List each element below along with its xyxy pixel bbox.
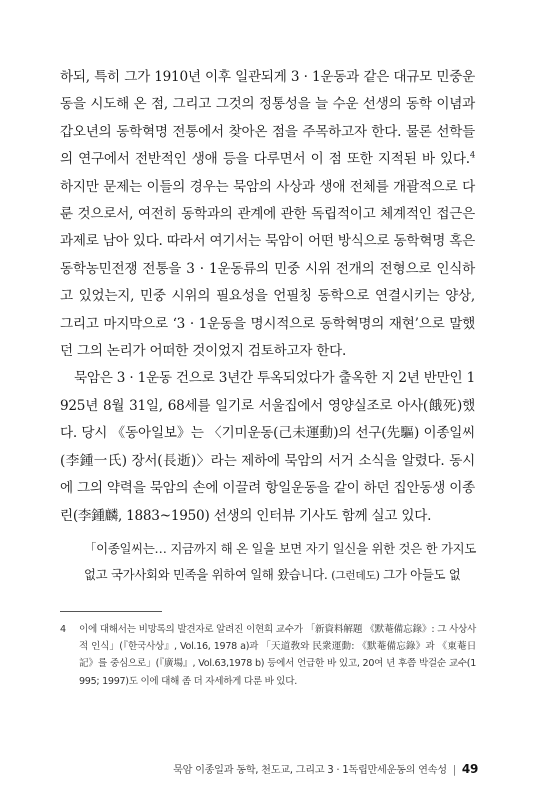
footnote-number: 4 bbox=[60, 624, 66, 635]
footer-separator: | bbox=[452, 765, 456, 776]
paragraph-2 bbox=[60, 365, 475, 529]
running-footer-title: 묵암 이종일과 동학, 천도교, 그리고 3 · 1독립만세운동의 연속성 bbox=[173, 765, 447, 776]
quote-parenthetical: (그런데도) bbox=[331, 568, 380, 582]
paragraph-1-text-after: 하지만 문제는 이들의 경우는 묵암의 사상과 생애 전체를 개괄적으로 다룬 것으로서, 여전히 동학과의 관계에 관한 독립적이고 체계적인 접근은 과제로 남아 있다. 따라서 여기서는 묵암이 어떤 방식으로 동학혁명 혹은 동학농민전쟁 전통을 3 · 1운동류의 민중 시위 전개의 전형으로 인식하고 있었는지, 민중 시위의 필요성을 언필칭 동학으로 연결시키는 양상, 그리고 마지막으로 ‘3 · 1운동을 명시적으로 동학혁명의 재현’으로 말했던 그의 논리가 어떠한 것이었지 검토하고자 한다. bbox=[60, 178, 475, 360]
footnote bbox=[60, 621, 476, 690]
quote-text: 「이종일씨는… 지금까지 해 온 일을 보면 자기 일신을 위한 것은 한 가지도 없고 국가사회와 민족을 위하여 일해 왔습니다. bbox=[84, 541, 476, 582]
paragraph-2-text: 묵암은 3 · 1운동 건으로 3년간 투옥되었다가 출옥한 지 2년 반만인 1925년 8월 31일, 68세를 일기로 서울집에서 영양실조로 아사(餓死)했다. 당시 《동아일보》는 〈기미운동(己未運動)의 선구(先驅) 이종일씨(李鍾一氏) 장서(長逝)〉라는 제하에 묵암의 서거 소식을 알렸다. 동시에 그의 약력을 묵암의 손에 이끌려 항일운동을 같이 하던 집안동생 이종린(李鍾麟, 1883~1950) 선생의 인터뷰 기사도 함께 실고 있다. bbox=[60, 370, 475, 524]
quote-text-after: 그가 아들도 없 bbox=[379, 566, 461, 582]
footnote-text: 이에 대해서는 비망록의 발견자로 알려진 이현희 교수가 「新資料解題 《默菴備忘錄》: 그 사상사적 인식」(『한국사상』, Vol.16, 1978 a)과 「天道敎와 民衆運動: 《默菴備忘錄》과 《東菴日記》를 중심으로」(『廣場』, Vol.63,1978 b) 등에서 언급한 바 있고, 20여 년 후쯤 박걸순 교수(1995; 1997)도 이에 대해 좀 더 자세하게 다룬 바 있다. bbox=[79, 624, 476, 687]
page-number: 49 bbox=[461, 762, 478, 776]
footnote-reference[interactable]: 4 bbox=[469, 150, 475, 161]
block-quote bbox=[84, 536, 476, 588]
running-footer bbox=[173, 761, 478, 776]
footnote-divider bbox=[60, 611, 162, 612]
paragraph-1 bbox=[60, 64, 475, 365]
body-text bbox=[60, 64, 475, 530]
paragraph-1-text: 하되, 특히 그가 1910년 이후 일관되게 3 · 1운동과 같은 대규모 민중운동을 시도해 온 점, 그리고 그것의 정통성을 늘 수운 선생의 동학 이념과 갑오년의 동학혁명 전통에서 찾아온 점을 주목하고자 한다. 물론 선학들의 연구에서 전반적인 생애 등을 다루면서 이 점 또한 지적된 바 있다. bbox=[60, 69, 475, 168]
